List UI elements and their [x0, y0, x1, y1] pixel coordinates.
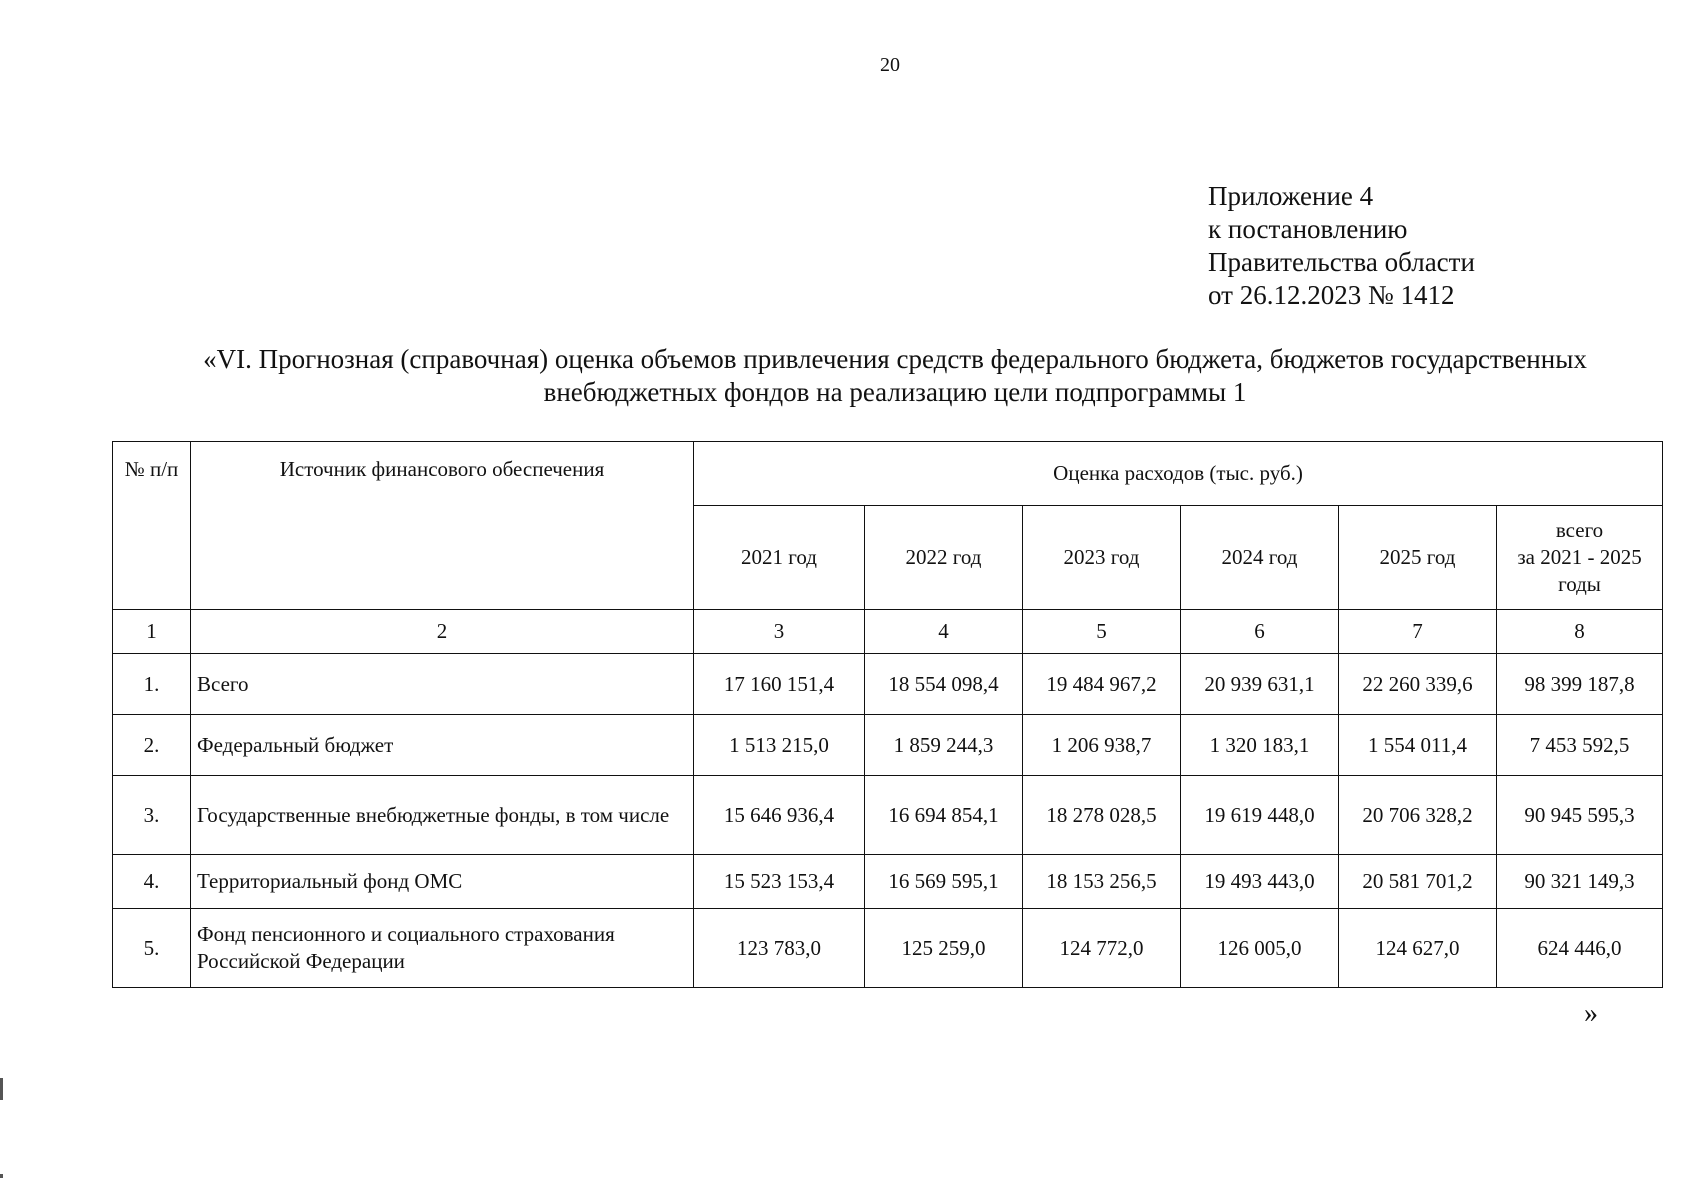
- column-index: 7: [1339, 610, 1497, 654]
- row-value: 1 206 938,7: [1023, 715, 1181, 776]
- row-source: Территориальный фонд ОМС: [191, 855, 694, 909]
- appendix-line: Приложение 4: [1208, 181, 1374, 211]
- table-row: [113, 855, 1663, 909]
- row-value: 18 278 028,5: [1023, 776, 1181, 855]
- row-total: 90 321 149,3: [1497, 855, 1663, 909]
- appendix-line: к постановлению: [1208, 214, 1408, 244]
- row-value: 19 484 967,2: [1023, 654, 1181, 715]
- appendix-line: от 26.12.2023 № 1412: [1208, 280, 1455, 310]
- row-value: 124 627,0: [1339, 909, 1497, 988]
- column-index: 3: [694, 610, 865, 654]
- row-total: 7 453 592,5: [1497, 715, 1663, 776]
- row-value: 124 772,0: [1023, 909, 1181, 988]
- table-header-row: [113, 442, 1663, 506]
- table-row: [113, 776, 1663, 855]
- row-value: 18 554 098,4: [865, 654, 1023, 715]
- row-value: 20 581 701,2: [1339, 855, 1497, 909]
- table-row: [113, 715, 1663, 776]
- row-num: 1.: [113, 654, 191, 715]
- header-total: [1497, 506, 1663, 610]
- header-total-line: всего: [1555, 518, 1604, 542]
- header-year: 2025 год: [1339, 506, 1497, 610]
- row-value: 1 513 215,0: [694, 715, 865, 776]
- scan-margin-mark: [0, 1078, 3, 1100]
- heading-line: «VI. Прогнозная (справочная) оценка объемов привлечения средств федерального бюджета, бюджетов государственных: [203, 344, 1587, 374]
- row-source: Федеральный бюджет: [191, 715, 694, 776]
- row-value: 20 939 631,1: [1181, 654, 1339, 715]
- scan-margin-mark: [0, 1174, 3, 1178]
- row-value: 123 783,0: [694, 909, 865, 988]
- row-source: Всего: [191, 654, 694, 715]
- row-num: 4.: [113, 855, 191, 909]
- row-source: Государственные внебюджетные фонды, в том числе: [191, 776, 694, 855]
- row-num: 5.: [113, 909, 191, 988]
- column-index-row: [113, 610, 1663, 654]
- header-source: Источник финансового обеспечения: [191, 442, 694, 610]
- row-value: 18 153 256,5: [1023, 855, 1181, 909]
- column-index: 5: [1023, 610, 1181, 654]
- header-num: № п/п: [113, 442, 191, 610]
- header-total-line: годы: [1558, 572, 1601, 596]
- row-value: 15 646 936,4: [694, 776, 865, 855]
- row-value: 16 569 595,1: [865, 855, 1023, 909]
- row-value: 20 706 328,2: [1339, 776, 1497, 855]
- row-value: 22 260 339,6: [1339, 654, 1497, 715]
- section-heading: [120, 343, 1670, 409]
- funding-table: [112, 441, 1663, 988]
- header-year: 2023 год: [1023, 506, 1181, 610]
- row-value: 1 859 244,3: [865, 715, 1023, 776]
- row-value: 15 523 153,4: [694, 855, 865, 909]
- row-value: 19 619 448,0: [1181, 776, 1339, 855]
- row-value: 125 259,0: [865, 909, 1023, 988]
- appendix-line: Правительства области: [1208, 247, 1475, 277]
- row-num: 2.: [113, 715, 191, 776]
- row-value: 1 320 183,1: [1181, 715, 1339, 776]
- row-value: 126 005,0: [1181, 909, 1339, 988]
- closing-quote: »: [1584, 998, 1598, 1029]
- row-num: 3.: [113, 776, 191, 855]
- header-year: 2021 год: [694, 506, 865, 610]
- header-year: 2022 год: [865, 506, 1023, 610]
- header-estimate: Оценка расходов (тыс. руб.): [694, 442, 1663, 506]
- column-index: 2: [191, 610, 694, 654]
- row-total: 624 446,0: [1497, 909, 1663, 988]
- header-year: 2024 год: [1181, 506, 1339, 610]
- header-total-line: за 2021 - 2025: [1517, 545, 1642, 569]
- column-index: 8: [1497, 610, 1663, 654]
- appendix-block: [1208, 180, 1475, 312]
- column-index: 6: [1181, 610, 1339, 654]
- page-number: 20: [880, 54, 900, 76]
- column-index: 4: [865, 610, 1023, 654]
- row-source: Фонд пенсионного и социального страхования Российской Федерации: [191, 909, 694, 988]
- row-value: 1 554 011,4: [1339, 715, 1497, 776]
- row-value: 19 493 443,0: [1181, 855, 1339, 909]
- table-row: [113, 654, 1663, 715]
- row-value: 17 160 151,4: [694, 654, 865, 715]
- column-index: 1: [113, 610, 191, 654]
- heading-line: внебюджетных фондов на реализацию цели подпрограммы 1: [543, 377, 1247, 407]
- row-value: 16 694 854,1: [865, 776, 1023, 855]
- row-total: 98 399 187,8: [1497, 654, 1663, 715]
- table-row: [113, 909, 1663, 988]
- row-total: 90 945 595,3: [1497, 776, 1663, 855]
